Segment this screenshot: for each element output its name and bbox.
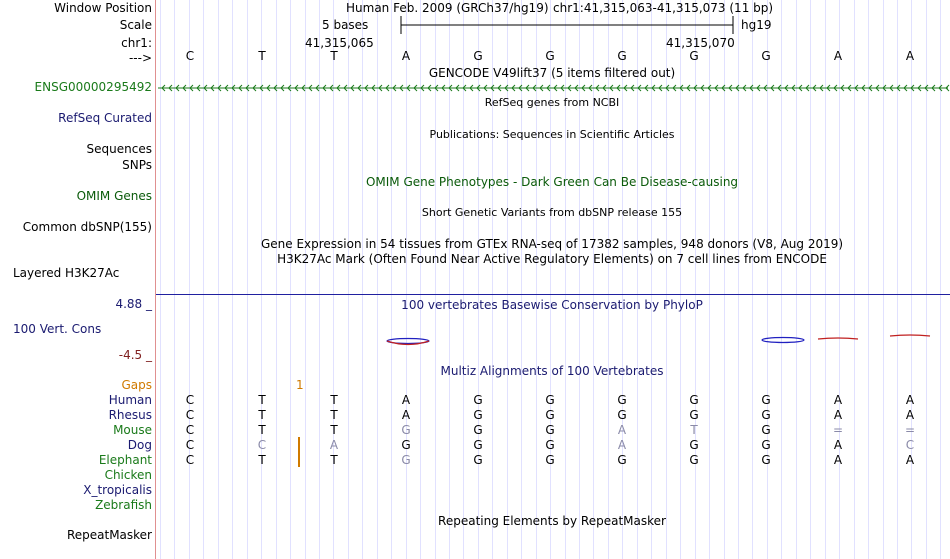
sequences-track-label[interactable]: Sequences	[86, 142, 152, 156]
phylop-negative-mark	[818, 338, 858, 339]
alignment-base: G	[473, 423, 483, 437]
refseq-track-label[interactable]: RefSeq Curated	[58, 111, 152, 125]
alignment-base: G	[689, 393, 699, 407]
strand-arrow-label[interactable]: --->	[128, 51, 152, 65]
alignment-base: G	[473, 408, 483, 422]
reference-base: G	[689, 49, 699, 63]
alignment-base: A	[905, 393, 915, 407]
reference-base: T	[258, 49, 266, 63]
reference-base: G	[545, 49, 555, 63]
window-position-label: Window Position	[54, 1, 152, 15]
species-label[interactable]: Chicken	[104, 468, 152, 482]
alignment-base: G	[761, 408, 771, 422]
species-label[interactable]: X_tropicalis	[83, 483, 152, 497]
gap-insertion-bar	[298, 437, 300, 467]
publications-track-title: Publications: Sequences in Scientific Articles	[429, 128, 675, 141]
alignment-base: T	[258, 453, 266, 467]
alignment-base: G	[401, 423, 411, 437]
alignment-base: G	[689, 408, 699, 422]
phylop-max-label: 4.88 _	[115, 297, 152, 311]
alignment-base: G	[617, 453, 627, 467]
reference-base: A	[905, 49, 915, 63]
alignment-base: G	[617, 393, 627, 407]
alignment-base: G	[761, 423, 771, 437]
repeatmasker-track-title: Repeating Elements by RepeatMasker	[438, 514, 666, 528]
phylop-min-label: -4.5 _	[118, 348, 152, 362]
gap-count-marker: 1	[296, 378, 304, 392]
scale-label: Scale	[119, 18, 152, 32]
common-dbsnp-track-label[interactable]: Common dbSNP(155)	[22, 220, 152, 234]
alignment-base: A	[329, 438, 339, 452]
alignment-base: A	[905, 453, 915, 467]
alignment-base: =	[904, 423, 916, 437]
alignment-base: G	[761, 393, 771, 407]
alignment-base: G	[545, 408, 555, 422]
vert-cons-track-label[interactable]: 100 Vert. Cons	[13, 322, 102, 336]
scale-text: 5 bases	[322, 18, 369, 32]
alignment-base: A	[833, 438, 843, 452]
alignment-base: G	[401, 438, 411, 452]
reference-base: T	[330, 49, 338, 63]
alignment-base: G	[545, 393, 555, 407]
repeatmasker-track-label[interactable]: RepeatMasker	[66, 528, 152, 542]
omim-track-title: OMIM Gene Phenotypes - Dark Green Can Be Disease-causing	[365, 175, 739, 189]
gaps-label: Gaps	[121, 378, 152, 392]
coord-end: 41,315,070	[666, 36, 735, 50]
alignment-base: C	[185, 423, 195, 437]
alignment-base: G	[761, 453, 771, 467]
track-display-area[interactable]	[156, 0, 950, 559]
alignment-base: T	[330, 423, 338, 437]
gencode-track-title: GENCODE V49lift37 (5 items filtered out)	[428, 66, 676, 80]
alignment-base: G	[545, 423, 555, 437]
alignment-base: G	[689, 438, 699, 452]
phylop-track-title: 100 vertebrates Basewise Conservation by PhyloP	[401, 298, 703, 312]
reference-base: C	[185, 49, 195, 63]
alignment-base: =	[832, 423, 844, 437]
alignment-base: A	[833, 453, 843, 467]
phylop-positive-mark	[762, 338, 804, 343]
alignment-base: T	[330, 393, 338, 407]
gtex-track-title: Gene Expression in 54 tissues from GTEx RNA-seq of 17382 samples, 948 donors (V8, Aug 2019)	[260, 237, 844, 251]
alignment-base: T	[258, 408, 266, 422]
gene-strand-line[interactable]	[156, 81, 950, 95]
alignment-base: G	[473, 453, 483, 467]
reference-base: G	[617, 49, 627, 63]
alignment-base: G	[761, 438, 771, 452]
alignment-base: A	[905, 408, 915, 422]
alignment-base: G	[545, 453, 555, 467]
phylop-negative-mark	[890, 335, 930, 336]
reference-base: A	[401, 49, 411, 63]
multiz-track-title: Multiz Alignments of 100 Vertebrates	[440, 364, 664, 378]
alignment-base: T	[330, 453, 338, 467]
alignment-base: C	[185, 408, 195, 422]
alignment-base: C	[185, 453, 195, 467]
alignment-base: C	[185, 393, 195, 407]
species-label[interactable]: Human	[108, 393, 152, 407]
alignment-base: A	[401, 393, 411, 407]
alignment-base: A	[833, 408, 843, 422]
assembly-title: Human Feb. 2009 (GRCh37/hg19)	[346, 1, 549, 15]
alignment-base: T	[690, 423, 698, 437]
reference-base: G	[761, 49, 771, 63]
alignment-base: C	[185, 438, 195, 452]
alignment-base: C	[905, 438, 915, 452]
refseq-track-title: RefSeq genes from NCBI	[484, 96, 620, 109]
omim-track-label[interactable]: OMIM Genes	[76, 189, 152, 203]
scale-bar	[156, 14, 950, 34]
h3k27ac-track-label[interactable]: Layered H3K27Ac	[13, 266, 120, 280]
reference-base: G	[473, 49, 483, 63]
alignment-base: T	[258, 393, 266, 407]
alignment-base: G	[473, 438, 483, 452]
alignment-base: A	[617, 423, 627, 437]
phylop-top-axis	[156, 294, 950, 295]
alignment-base: G	[689, 453, 699, 467]
species-label[interactable]: Rhesus	[108, 408, 152, 422]
alignment-base: A	[401, 408, 411, 422]
species-label[interactable]: Elephant	[98, 453, 152, 467]
alignment-base: G	[473, 393, 483, 407]
alignment-base: A	[617, 438, 627, 452]
alignment-base: A	[833, 393, 843, 407]
phylop-negative-mark	[387, 341, 429, 345]
alignment-base: G	[401, 453, 411, 467]
species-label[interactable]: Zebrafish	[95, 498, 152, 512]
species-label[interactable]: Mouse	[113, 423, 152, 437]
window-position-text: chr1:41,315,063-41,315,073 (11 bp)	[553, 1, 774, 15]
alignment-base: G	[617, 408, 627, 422]
alignment-base: T	[258, 423, 266, 437]
reference-base: A	[833, 49, 843, 63]
species-label[interactable]: Dog	[127, 438, 152, 452]
dbsnp-track-title: Short Genetic Variants from dbSNP release 155	[421, 206, 683, 219]
snps-track-label[interactable]: SNPs	[122, 158, 152, 172]
alignment-base: C	[257, 438, 267, 452]
alignment-base: G	[545, 438, 555, 452]
h3k27ac-track-title: H3K27Ac Mark (Often Found Near Active Regulatory Elements) on 7 cell lines from ENCODE	[277, 252, 827, 266]
phylop-conservation-plot[interactable]	[156, 330, 950, 350]
gene-id-label[interactable]: ENSG00000295492	[34, 80, 152, 94]
db-label: hg19	[741, 18, 772, 32]
track-labels-column	[0, 0, 155, 559]
alignment-base: T	[330, 408, 338, 422]
coord-start: 41,315,065	[305, 36, 374, 50]
chrom-label: chr1:	[121, 36, 152, 50]
